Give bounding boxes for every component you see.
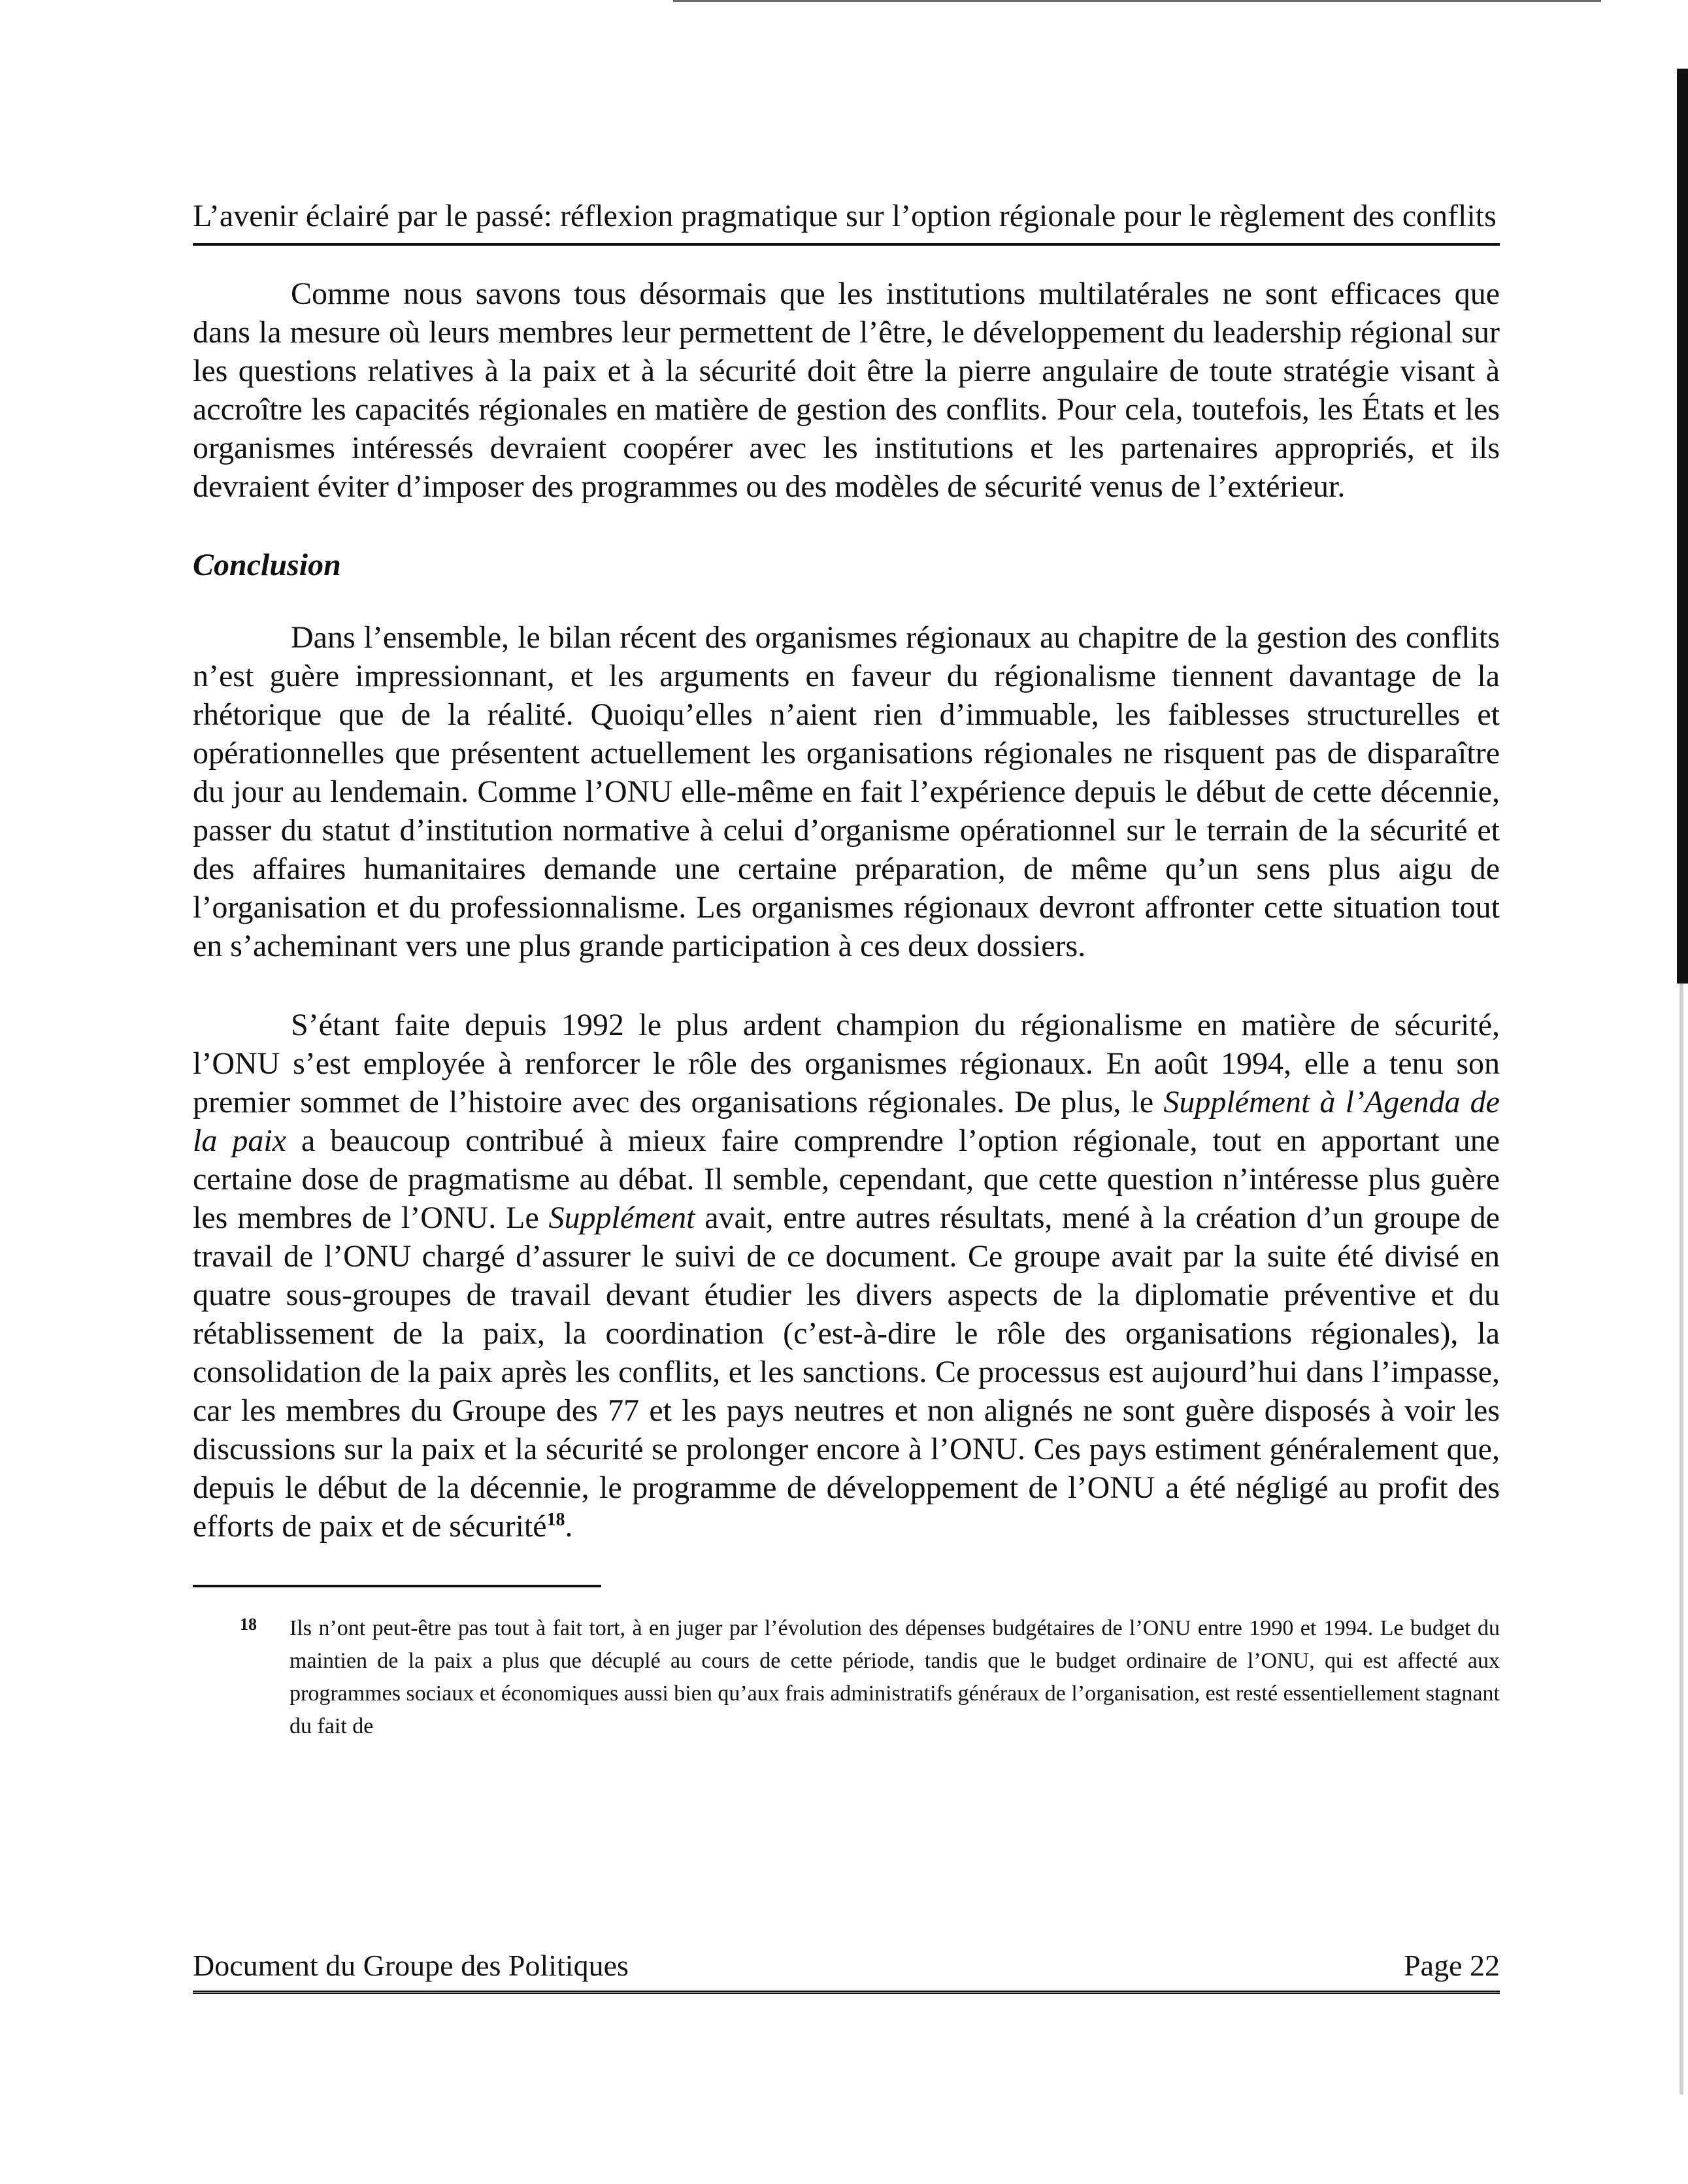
supplement-agenda-title: Supplément à l’Agenda de la paix	[193, 1085, 1500, 1158]
scan-artifact-right-edge	[1677, 69, 1688, 984]
paragraph-3-text-b: a beaucoup contribué à mieux faire comprendre l’option régionale, tout en apportant une certaine dose de pragmatisme au débat. Il semble, cependant, que cette question n’intéresse plus guère les membres de l’ONU. Le	[193, 1123, 1500, 1235]
paragraph-3-text-a: S’étant faite depuis 1992 le plus ardent champion du régionalisme en matière de sécurité, l’ONU s’est employée à renforcer le rôle des organismes régionaux. En août 1994, elle a tenu son premier sommet de l’histoire avec des organisations régionales. De plus, le	[193, 1008, 1500, 1119]
footnote-number: 18	[240, 1615, 257, 1634]
conclusion-heading: Conclusion	[193, 548, 341, 582]
body-paragraph-3	[193, 1006, 1500, 1546]
page-footer	[193, 1946, 1500, 1994]
page-content	[193, 196, 1500, 1743]
footnote-separator	[193, 1585, 601, 1587]
footnote-reference[interactable]: 18	[546, 1510, 565, 1530]
footer-document-name: Document du Groupe des Politiques	[193, 1949, 629, 1982]
footer-page-number: Page 22	[1404, 1949, 1500, 1982]
body-paragraph-1: Comme nous savons tous désormais que les institutions multilatérales ne sont efficaces que dans la mesure où leurs membres leur permettent de l’être, le développement du leadership régional sur les questions relatives à la paix et à la sécurité doit être la pierre angulaire de toute stratégie visant à accroître les capacités régionales en matière de gestion des conflits. Pour cela, toutefois, les États et les organismes intéressés devraient coopérer avec les institutions et les partenaires appropriés, et ils devraient éviter d’imposer des programmes ou des modèles de sécurité venus de l’extérieur.	[193, 276, 1500, 504]
running-header-title: L’avenir éclairé par le passé: réflexion pragmatique sur l’option régionale pour le règlement des conflits	[193, 196, 1500, 246]
footnote-text: Ils n’ont peut-être pas tout à fait tort, à en juger par l’évolution des dépenses budgétaires de l’ONU entre 1990 et 1994. Le budget du maintien de la paix a plus que décuplé au cours de cette période, tandis que le budget ordinaire de l’ONU, qui est affecté aux programmes sociaux et économiques aussi bien qu’aux frais administratifs généraux de l’organisation, est resté essentiellement stagnant du fait de	[290, 1616, 1500, 1738]
supplement-title: Supplément	[548, 1200, 695, 1235]
scan-artifact-top-line	[673, 0, 1601, 2]
body-paragraph-2: Dans l’ensemble, le bilan récent des organismes régionaux au chapitre de la gestion des conflits n’est guère impressionnant, et les arguments en faveur du régionalisme tiennent davantage de la rhétorique que de la réalité. Quoiqu’elles n’aient rien d’immuable, les faiblesses structurelles et opérationnelles que présentent actuellement les organisations régionales ne risquent pas de disparaître du jour au lendemain. Comme l’ONU elle-même en fait l’expérience depuis le début de cette décennie, passer du statut d’institution normative à celui d’organisme opérationnel sur le terrain de la sécurité et des affaires humanitaires demande une certaine préparation, de même qu’un sens plus aigu de l’organisation et du professionnalisme. Les organismes régionaux devront affronter cette situation tout en s’acheminant vers une plus grande participation à ces deux dossiers.	[193, 620, 1500, 963]
scan-artifact-right-edge-faint	[1680, 984, 1683, 2094]
paragraph-3-text-c: avait, entre autres résultats, mené à la création d’un groupe de travail de l’ONU chargé d’assurer le suivi de ce document. Ce groupe avait par la suite été divisé en quatre sous-groupes de travail devant étudier les divers aspects de la diplomatie préventive et du rétablissement de la paix, la coordination (c’est-à-dire le rôle des organisations régionales), la consolidation de la paix après les conflits, et les sanctions. Ce processus est aujourd’hui dans l’impasse, car les membres du Groupe des 77 et les pays neutres et non alignés ne sont guère disposés à voir les discussions sur la paix et la sécurité se prolonger encore à l’ONU. Ces pays estiment généralement que, depuis le début de la décennie, le programme de développement de l’ONU a été négligé au profit des efforts de paix et de sécurité	[193, 1200, 1500, 1544]
paragraph-3-end: .	[565, 1509, 573, 1544]
footnote	[193, 1612, 1500, 1743]
